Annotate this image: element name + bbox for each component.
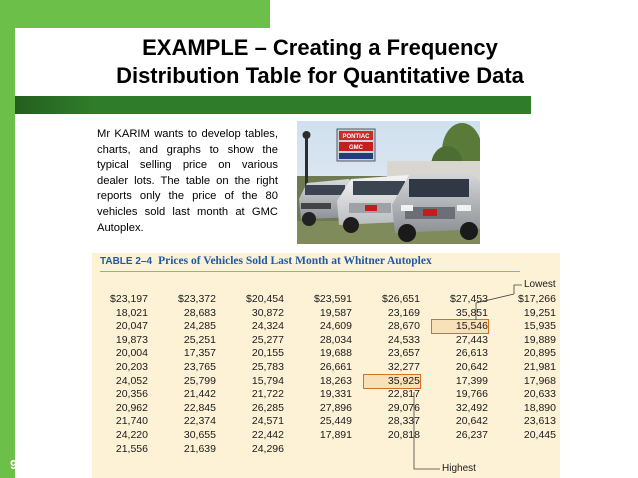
price-cell: 22,845 xyxy=(183,401,216,414)
price-cell: 22,374 xyxy=(183,415,216,428)
price-cell: 17,357 xyxy=(183,347,216,360)
top-green-block xyxy=(0,0,270,28)
price-cell: 28,337 xyxy=(387,415,420,428)
price-cell: 17,891 xyxy=(319,429,352,441)
table-row xyxy=(92,307,560,320)
table-row xyxy=(92,361,560,374)
price-cell: $23,591 xyxy=(314,293,352,305)
table-row xyxy=(92,347,560,360)
price-cell: 24,324 xyxy=(251,320,284,333)
price-cell: 26,237 xyxy=(455,429,488,441)
price-cell: 20,004 xyxy=(115,347,148,360)
price-cell: 26,285 xyxy=(251,401,284,414)
price-cell: 27,896 xyxy=(319,401,352,414)
table-row xyxy=(92,443,560,456)
price-cell: 18,021 xyxy=(115,306,148,319)
sign-text-pontiac: PONTIAC xyxy=(342,134,370,140)
table-row xyxy=(92,402,560,415)
price-cell: 30,872 xyxy=(251,306,284,319)
price-cell: 32,492 xyxy=(455,401,488,414)
price-cell: 26,613 xyxy=(455,347,488,360)
title-divider-shade xyxy=(15,96,95,114)
price-cell: 24,285 xyxy=(183,320,216,333)
table-row xyxy=(92,415,560,428)
price-cell: 20,818 xyxy=(387,429,420,441)
table-row xyxy=(92,320,560,333)
table-row xyxy=(92,293,560,306)
price-cell: 29,076 xyxy=(387,401,420,414)
slide-title-line-2: Distribution Table for Quantitative Data xyxy=(116,63,524,88)
sign-text-gmc: GMC xyxy=(349,145,363,151)
price-cell: $26,651 xyxy=(382,293,420,305)
table-number: TABLE 2–4 xyxy=(100,256,153,267)
price-cell: 21,740 xyxy=(115,415,148,428)
price-cell: 32,277 xyxy=(387,361,420,373)
caption-rule xyxy=(100,271,520,272)
price-cell: 20,642 xyxy=(455,361,488,373)
price-cell: 15,935 xyxy=(523,320,556,333)
price-cell: 23,169 xyxy=(387,306,420,319)
table-row xyxy=(92,375,560,388)
price-cell: 19,587 xyxy=(319,306,352,319)
price-cell: 26,661 xyxy=(319,361,352,373)
price-cell: 30,655 xyxy=(183,429,216,441)
highlighted-price-cell: 35,925 xyxy=(364,375,420,388)
price-cell: 24,052 xyxy=(115,374,148,387)
price-cell: 18,263 xyxy=(319,374,352,387)
price-cell: 21,639 xyxy=(183,442,216,455)
page-number: 9 xyxy=(10,457,18,472)
price-cell: 25,449 xyxy=(319,415,352,428)
price-cell: $27,453 xyxy=(450,293,488,305)
price-cell: 22,442 xyxy=(251,429,284,441)
price-cell: 20,047 xyxy=(115,320,148,333)
price-cell: 20,962 xyxy=(115,401,148,414)
price-cell: 20,633 xyxy=(523,388,556,401)
price-cell: 19,873 xyxy=(115,333,148,346)
price-cell: 23,613 xyxy=(523,415,556,428)
price-cell: 28,034 xyxy=(319,333,352,346)
price-cell: 27,443 xyxy=(455,333,488,346)
table-row xyxy=(92,334,560,347)
price-cell: 15,794 xyxy=(251,374,284,387)
price-cell: 21,981 xyxy=(523,361,556,373)
price-cell: $17,266 xyxy=(518,293,556,305)
price-cell: $20,454 xyxy=(246,293,284,305)
price-cell: 25,251 xyxy=(183,333,216,346)
table-row xyxy=(92,388,560,401)
price-cell: 21,556 xyxy=(115,442,148,455)
price-cell: 25,799 xyxy=(183,374,216,387)
price-cell: 19,331 xyxy=(319,388,352,401)
vehicle-price-table xyxy=(92,253,560,478)
price-cell: 21,442 xyxy=(183,388,216,401)
price-cell: 20,895 xyxy=(523,347,556,360)
price-cell: 20,445 xyxy=(523,429,556,441)
description-text: Mr KARIM wants to develop tables, charts, and graphs to show the typical selling price on various dealer lots. The table on the right reports only the price of the 80 vehicles sold last month at GMC Autoplex. xyxy=(97,128,278,234)
price-cell: 24,296 xyxy=(251,442,284,455)
price-cell: 17,399 xyxy=(455,374,488,387)
price-cell: 28,683 xyxy=(183,306,216,319)
table-caption xyxy=(100,255,432,267)
price-cell: 24,571 xyxy=(251,415,284,428)
price-cell: 20,642 xyxy=(455,415,488,428)
price-cell: 35,851 xyxy=(455,306,488,319)
table-caption-text: Prices of Vehicles Sold Last Month at Whitner Autoplex xyxy=(158,255,432,267)
price-cell: 17,968 xyxy=(523,374,556,387)
lowest-label: Lowest xyxy=(524,279,556,290)
price-cell: $23,372 xyxy=(178,293,216,305)
price-cell: 24,609 xyxy=(319,320,352,333)
price-cell: 23,657 xyxy=(387,347,420,360)
highest-label: Highest xyxy=(442,463,476,474)
price-cell: 25,783 xyxy=(251,361,284,373)
price-cell: 18,890 xyxy=(523,401,556,414)
price-cell: 24,220 xyxy=(115,429,148,441)
price-cell: 19,766 xyxy=(455,388,488,401)
price-cell: 20,356 xyxy=(115,388,148,401)
price-cell: 19,688 xyxy=(319,347,352,360)
table-row xyxy=(92,429,560,442)
price-cell: 23,765 xyxy=(183,361,216,373)
price-cell: 21,722 xyxy=(251,388,284,401)
price-cell: 25,277 xyxy=(251,333,284,346)
price-cell: 28,670 xyxy=(387,320,420,333)
slide-title-line-1: EXAMPLE – Creating a Frequency xyxy=(142,35,498,60)
highlighted-price-cell: 15,546 xyxy=(432,320,488,333)
price-cell: 19,251 xyxy=(523,306,556,319)
price-cell: 20,155 xyxy=(251,347,284,360)
price-cell: 20,203 xyxy=(115,361,148,373)
slide-title xyxy=(60,34,580,90)
price-cell: 22,817 xyxy=(387,388,420,401)
dealer-lot-photo xyxy=(297,121,480,244)
price-cell: 19,889 xyxy=(523,333,556,346)
left-green-band xyxy=(0,0,18,478)
price-cell: $23,197 xyxy=(110,293,148,305)
price-cell: 24,533 xyxy=(387,333,420,346)
